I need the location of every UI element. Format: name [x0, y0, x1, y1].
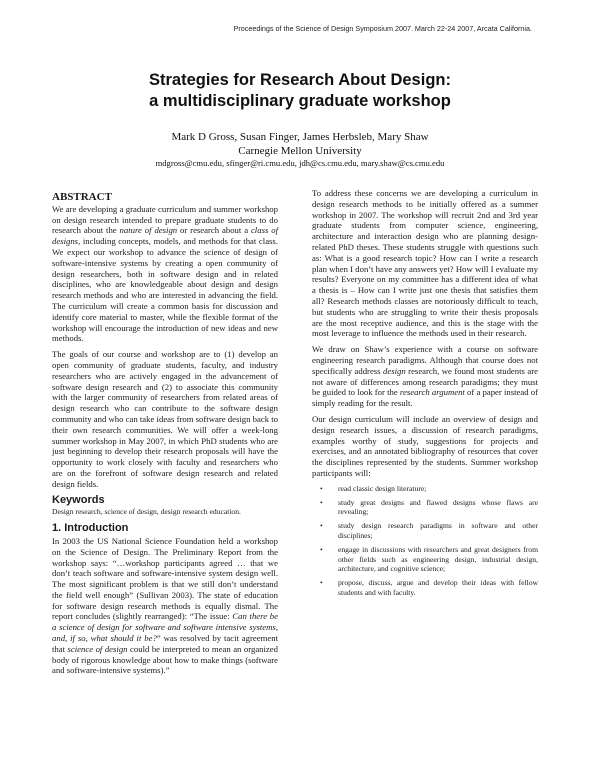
- bullet-icon: •: [320, 483, 323, 493]
- bullet-icon: •: [320, 497, 323, 507]
- bullet-icon: •: [320, 544, 323, 554]
- intro-paragraph-2: To address these concerns we are developing a curriculum in design research methods to be initially offered as a summer workshop in 2007. The workshop will recruit 2nd and 3rd year graduate students from computer science, engineering, architecture and interaction design who are planning design-related PhD theses. These students struggle with questions such as: What is a good research topic? How can I write a research plan when I don’t have any answers yet? How will I evaluate my results? Everyone on my committee has a different idea of what a thesis is – How can I write just one thesis that satisfies them all? Research methods classes are notoriously difficult to teach, but students who are struggling to write their thesis proposals are the most receptive audience, and this is the stage with the most leverage to influence the methods used in their research.: [312, 188, 538, 339]
- author-emails: mdgross@cmu.edu, sfinger@ri.cmu.edu, jdh@cs.cmu.edu, mary.shaw@cs.cmu.edu: [155, 158, 445, 168]
- list-item: [312, 545, 538, 574]
- left-column: [52, 192, 278, 681]
- right-column: [312, 188, 538, 602]
- title-line-2: a multidisciplinary graduate workshop: [149, 92, 451, 110]
- intro-p1-text-c: could be interpreted to mean an organized body of rigorous knowledge about how to make things (software and software-intensive systems).”: [52, 643, 278, 676]
- introduction-heading: 1. Introduction: [52, 522, 129, 535]
- intro-p1-text-b: ” was resolved by tacit agreement that: [52, 633, 278, 654]
- abstract-p1-emphasis-2: class of designs: [52, 225, 278, 247]
- bullet-icon: •: [320, 521, 323, 531]
- title-line-1: Strategies for Research About Design:: [149, 71, 451, 89]
- intro-p1-text-a: In 2003 the US National Science Foundation held a workshop on the Science of Design. The Preliminary Report from the workshop says: “…workshop participants agreed … that we don’t teach software and software-intensive system design well. The most significant problem is that we still don’t understand the field well enough” (Sullivan 2003). The state of education for software design research methods is equally dismal. The report concludes (slightly rearranged): “The issue:: [52, 535, 278, 622]
- list-item-text: read classic design literature;: [338, 483, 427, 493]
- abstract-p1-emphasis-1: nature of design: [119, 225, 178, 236]
- list-item-text: propose, discuss, argue and develop their ideas with fellow students and with faculty.: [338, 578, 538, 597]
- abstract-p1-text-b: or research about a: [177, 225, 251, 236]
- intro-p3-text-a: We draw on Shaw’s experience with a course on software engineering research paradigms. Although that course does not specifically address: [312, 344, 538, 376]
- list-item: [312, 578, 538, 598]
- abstract-p1-text-c: , including concepts, models, and methods for that class. We expect our workshop to advance the science of design of software-intensive systems by creating a open community of design researchers, both in software design and in related disciplines, who are knowledgeable about design and design research methods and who are interested in advancing the field. The curriculum will create a common basis for discussion and identify core material to master, while the flexible format of the workshop will encourage the introduction of new ideas and new methods.: [52, 236, 278, 344]
- paper-title: [0, 70, 600, 112]
- intro-p1-emphasis-2: science of design: [67, 643, 128, 654]
- list-item: [312, 521, 538, 541]
- abstract-paragraph-1: [52, 204, 278, 344]
- bullet-icon: •: [320, 578, 323, 588]
- running-header: Proceedings of the Science of Design Symposium 2007. March 22-24 2007, Arcata California.: [233, 24, 532, 33]
- list-item-text: study great designs and flawed designs whose flaws are revealing;: [338, 497, 538, 517]
- intro-paragraph-3: [312, 344, 538, 409]
- workshop-activities-list: [312, 484, 538, 598]
- intro-paragraph-1: [52, 536, 278, 676]
- intro-p3-text-b: research, we found most students are not aware of differences among research paradigms; they must be guided to look for the: [312, 365, 539, 398]
- keywords-heading: Keywords: [52, 493, 105, 506]
- list-item: [312, 498, 538, 518]
- abstract-paragraph-2: The goals of our course and workshop are to (1) develop an open community of graduate students, faculty, and industry researchers who are actively engaged in the advancement of software design research and (2) to associate this community with the larger community of researchers from related areas of design research who can contribute to the software design community and who can take ideas from software design back to their own research communities. We will offer a week-long summer workshop in May 2007, in which PhD students who are just beginning to develop their research proposals will have the opportunity to work closely with faculty and researchers who are on the forefront of software design research and related design fields.: [52, 349, 278, 489]
- intro-p1-emphasis: Can there be a science of design for software and software intensive systems, and, if so, what should it be?: [52, 611, 278, 644]
- author-affiliation: Carnegie Mellon University: [238, 145, 362, 157]
- keywords-text: Design research, science of design, design research education.: [52, 507, 241, 517]
- abstract-p1-text-a: We are developing a graduate curriculum and summer workshop on design research intended to prepare graduate students to do research about the: [52, 203, 278, 236]
- author-block: [0, 130, 600, 158]
- list-item-text: study design research paradigms in software and other disciplines;: [338, 521, 538, 540]
- intro-p3-text-c: of a paper instead of simply reading for the result.: [312, 387, 539, 409]
- intro-p3-emphasis-2: research argument: [399, 387, 465, 398]
- list-item-text: engage in discussions with researchers and great designers from other fields such as engineering design, industrial design, architecture, and cognitive science;: [338, 544, 538, 574]
- abstract-heading: ABSTRACT: [52, 191, 112, 203]
- list-item: [312, 484, 538, 494]
- author-names: Mark D Gross, Susan Finger, James Herbsleb, Mary Shaw: [171, 131, 429, 143]
- intro-p3-emphasis-1: design: [383, 365, 406, 376]
- intro-paragraph-4: Our design curriculum will include an overview of design and design research issues, a discussion of research paradigms, examples worthy of study, suggestions for projects and exercises, and an annotated bibliography of resources that cover the disciplines represented by the students. Summer workshop participants will:: [312, 413, 538, 478]
